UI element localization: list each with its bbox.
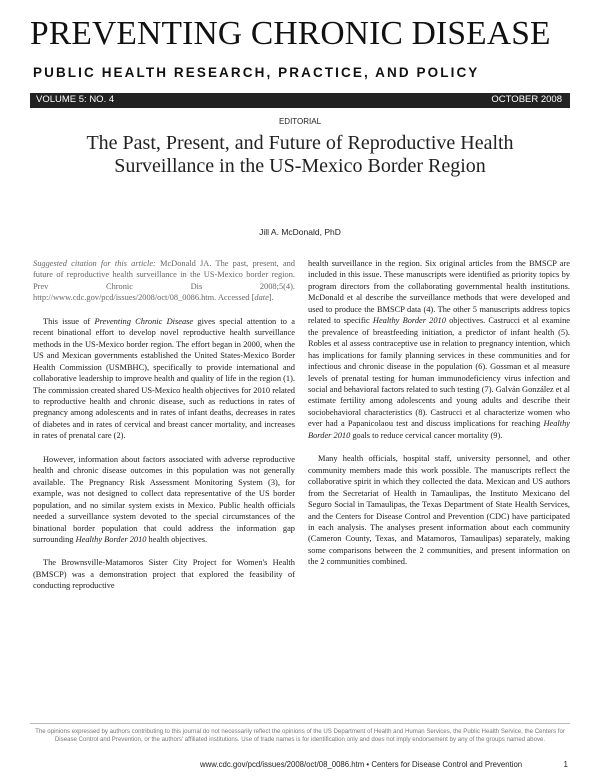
volume-bar — [30, 93, 570, 108]
page-number: 1 — [563, 760, 568, 769]
paragraph-1: This issue of Preventing Chronic Disease gives special attention to a recent binational effort to develop novel reproductive health surveillance methods in the US-Mexico border region. The effort began in 2000, when the US and Mexican governments established the United States-Mexico Border Health Commission (USMBHC), specifically to provide international and collaborative leadership to improve health and quality of life in the region (1). The commission created shared US-Mexico health objectives for 2010 related to reproductive health and chronic disease, such as reductions in rates of pregnancy among adolescents and in rates of infant deaths, decreases in rates of diabetes and in rates of cervical and breast cancer mortality, and increases in rates of prenatal care (2). — [33, 316, 295, 441]
suggested-citation: Suggested citation for this article: McDonald JA. The past, present, and future of reproductive health surveillance in the US-Mexico border region. Prev Chronic Dis 2008;5(4). http://www.cdc.gov/pcd/issues/2008/oct/08_0086.htm. Accessed [date]. — [33, 259, 295, 303]
journal-subtitle: PUBLIC HEALTH RESEARCH, PRACTICE, AND POLICY — [33, 65, 480, 80]
footer-url: www.cdc.gov/pcd/issues/2008/oct/08_0086.htm • Centers for Disease Control and Prevention — [200, 760, 523, 769]
paragraph-4: Many health officials, hospital staff, university personnel, and other community members made this work possible. The manuscripts reflect the collaborative spirit in which they collected the data. Mexican and US authors from the Secretariat of Health in Tamaulipas, the Instituto Mexicano del Seguro Social in Tamaulipas, the Texas Department of State Health Services, and the Centers for Disease Control and Prevention (CDC) have participated in each analysis. The analyses present information about each community (Cameron County, Texas, and Matamoros, Tamaulipas) separately, making some comparisons between the 2 communities, and present information on the 2 communities combined. — [308, 454, 570, 567]
paragraph-3: The Brownsville-Matamoros Sister City Project for Women's Health (BMSCP) was a demonstration project that explored the feasibility of conducting reproductive — [33, 558, 295, 591]
left-column — [33, 258, 295, 604]
right-column — [308, 258, 570, 580]
author-name: Jill A. McDonald, PhD — [259, 227, 341, 237]
journal-title: PREVENTING CHRONIC DISEASE — [30, 15, 551, 52]
section-label: EDITORIAL — [278, 117, 322, 126]
volume-label: VOLUME 5: NO. 4 — [36, 94, 115, 105]
footer-divider — [30, 723, 570, 724]
issue-date: OCTOBER 2008 — [491, 94, 562, 105]
article-title: The Past, Present, and Future of Reproductive Health Surveillance in the US-Mexico Border Region — [86, 132, 514, 177]
paragraph-2: However, information about factors associated with adverse reproductive health and chronic disease outcomes in this population was not generally available. The Pregnancy Risk Assessment Monitoring System (3), for example, was not designed to collect data representative of the US border population, and no similar system exists in Mexico. Public health officials needed a surveillance system devoted to the special circumstances of the binational border population that could address the information gap surrounding Healthy Border 2010 health objectives. — [33, 454, 295, 544]
paragraph-3-continued: health surveillance in the region. Six original articles from the BMSCP are included in this issue. These manuscripts were identified as priority topics by program directors from the collaborating governmental health institutions. McDonald et al describe the surveillance methods that were developed and used to produce the BMSCP data (4). The other 5 manuscripts address topics related to specific Healthy Border 2010 objectives. Castrucci et al examine the prevalence of breastfeeding initiation, a predictor of infant health (5). Robles et al assess contraceptive use in relation to pregnancy intention, which has implications for family planning services in these communities and for infectious and chronic disease in the population (6). Gossman et al measure levels of prenatal testing for human immunodeficiency virus infection and social and behavioral factors related to such testing (7). Galván González et al estimate fertility among adolescents and young adults and describe their sociobehavioral characteristics (8). Castrucci et al characterize women who ever had a Papanicolaou test and discuss implications for reaching Healthy Border 2010 goals to reduce cervical cancer mortality (9). — [308, 259, 570, 440]
disclaimer: The opinions expressed by authors contributing to this journal do not necessarily reflect the opinions of the US Department of Health and Human Services, the Public Health Service, the Centers for Disease Control and Prevention, or the authors' affiliated institutions. Use of trade names is for identification only and does not imply endorsement by any of the groups named above. — [35, 728, 565, 743]
